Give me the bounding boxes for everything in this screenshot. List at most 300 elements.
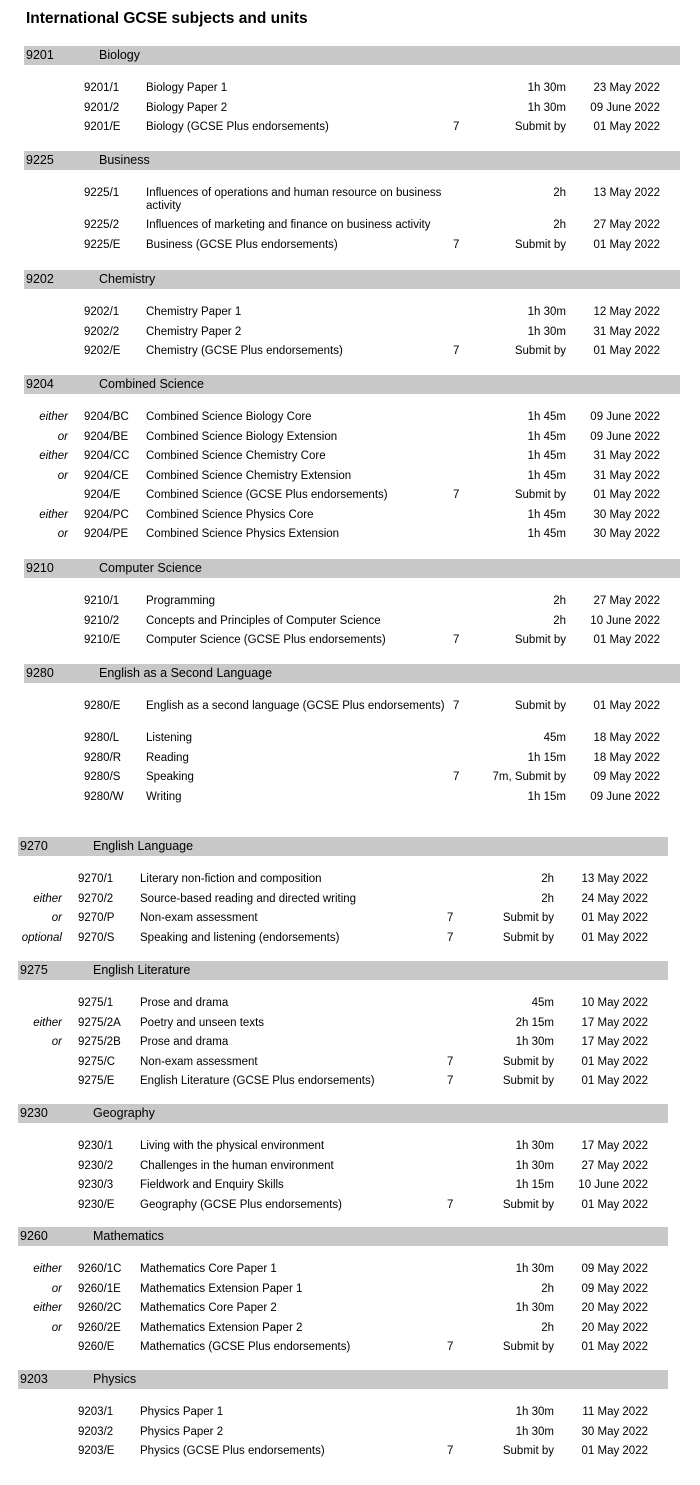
unit-date: 01 May 2022	[581, 1445, 648, 1457]
unit-title: Programming	[146, 595, 216, 607]
unit-row	[18, 1339, 668, 1359]
unit-title: Chemistry Paper 1	[146, 306, 242, 318]
unit-duration: 1h 30m	[515, 1159, 554, 1172]
unit-code: 9204/BC	[84, 411, 129, 423]
unit-code: 9270/1	[78, 873, 114, 885]
unit-code: 9270/S	[78, 931, 115, 944]
unit-date: 01 May 2022	[581, 1075, 648, 1087]
unit-duration: Submit by	[502, 1198, 554, 1211]
unit-title: Reading	[146, 751, 189, 764]
unit-row	[24, 409, 680, 429]
unit-title: Computer Science (GCSE Plus endorsements)	[146, 634, 386, 646]
unit-row	[24, 324, 680, 344]
unit-row	[18, 1034, 668, 1054]
subject-section	[18, 1104, 668, 1216]
unit-date: 17 May 2022	[581, 1036, 648, 1048]
unit-row	[24, 217, 680, 237]
unit-option-label: either	[33, 1302, 62, 1314]
unit-code: 9260/1C	[78, 1263, 122, 1275]
unit-code: 9275/1	[78, 997, 114, 1009]
unit-code: 9280/S	[84, 771, 121, 783]
unit-code: 9201/2	[84, 101, 120, 114]
unit-note: 7	[447, 1055, 454, 1068]
unit-date: 27 May 2022	[593, 219, 660, 231]
unit-note: 7	[453, 700, 460, 712]
unit-title: Source-based reading and directed writing	[140, 892, 357, 905]
unit-list	[24, 65, 680, 139]
unit-title: Prose and drama	[140, 1036, 229, 1048]
unit-code: 9260/2E	[78, 1321, 121, 1334]
subject-section	[18, 1227, 668, 1359]
unit-row	[24, 304, 680, 324]
unit-date: 10 June 2022	[578, 1179, 648, 1191]
subject-name: English Literature	[93, 963, 191, 977]
unit-date: 09 June 2022	[590, 790, 660, 803]
unit-row	[24, 468, 680, 488]
unit-date: 18 May 2022	[593, 732, 660, 744]
unit-option-label: or	[57, 528, 68, 540]
unit-title: Combined Science Biology Extension	[146, 430, 338, 443]
unit-code: 9230/3	[78, 1179, 114, 1191]
unit-note: 7	[447, 931, 454, 944]
unit-date: 18 May 2022	[593, 751, 660, 764]
unit-duration: 1h 30m	[515, 1425, 554, 1438]
unit-date: 31 May 2022	[593, 325, 660, 338]
unit-date: 11 May 2022	[582, 1406, 648, 1418]
unit-date: 09 May 2022	[593, 771, 660, 783]
unit-code: 9275/2B	[78, 1036, 121, 1048]
unit-date: 30 May 2022	[581, 1425, 648, 1438]
unit-duration: 1h 45m	[527, 430, 566, 443]
subject-name: Chemistry	[99, 272, 156, 286]
unit-code: 9204/PE	[84, 528, 129, 540]
unit-row	[18, 930, 668, 950]
unit-code: 9280/R	[84, 751, 122, 764]
unit-code: 9230/2	[78, 1159, 114, 1172]
unit-title: Fieldwork and Enquiry Skills	[140, 1179, 284, 1191]
subject-header	[18, 1104, 668, 1123]
subject-code: 9210	[26, 561, 54, 575]
subject-code: 9230	[20, 1106, 48, 1120]
unit-date: 01 May 2022	[581, 1198, 648, 1211]
subject-name: Combined Science	[99, 377, 204, 391]
unit-date: 01 May 2022	[593, 700, 660, 712]
unit-date: 09 June 2022	[590, 411, 660, 423]
unit-title: Speaking	[146, 771, 194, 783]
subject-name: Biology	[99, 48, 140, 62]
subject-code: 9225	[26, 153, 54, 167]
unit-duration: Submit by	[514, 700, 566, 712]
subject-header	[18, 1370, 668, 1389]
unit-list	[18, 1123, 668, 1216]
unit-date: 10 May 2022	[581, 997, 648, 1009]
unit-duration: 1h 30m	[527, 82, 566, 94]
subject-name: English Language	[93, 839, 194, 853]
unit-date: 01 May 2022	[593, 489, 660, 501]
unit-title: Biology (GCSE Plus endorsements)	[146, 121, 329, 133]
unit-note: 7	[453, 238, 460, 251]
unit-code: 9210/1	[84, 595, 120, 607]
unit-date: 30 May 2022	[593, 508, 660, 521]
unit-duration: 1h 30m	[515, 1302, 554, 1314]
subject-header	[24, 664, 680, 683]
unit-row	[24, 507, 680, 527]
unit-list	[24, 170, 680, 256]
unit-code: 9270/2	[78, 892, 114, 905]
unit-title: Physics Paper 1	[140, 1406, 224, 1418]
unit-date: 20 May 2022	[581, 1321, 648, 1334]
subject-section	[24, 270, 680, 363]
subject-section	[24, 151, 680, 256]
unit-note: 7	[453, 634, 460, 646]
unit-option-label: or	[51, 1036, 62, 1048]
unit-row	[24, 632, 680, 652]
unit-row	[18, 995, 668, 1015]
unit-date: 01 May 2022	[593, 345, 660, 357]
unit-title: Mathematics Extension Paper 1	[140, 1282, 303, 1295]
unit-row	[24, 526, 680, 546]
unit-row	[18, 1424, 668, 1444]
subject-header	[18, 1227, 668, 1246]
subject-header	[18, 961, 668, 980]
unit-option-label: or	[51, 1282, 62, 1295]
subject-section	[18, 961, 668, 1093]
unit-date: 23 May 2022	[593, 82, 660, 94]
unit-date: 01 May 2022	[593, 634, 660, 646]
unit-duration: 1h 30m	[527, 325, 566, 338]
unit-code: 9270/P	[78, 912, 115, 924]
unit-title: Mathematics Core Paper 1	[140, 1263, 277, 1275]
unit-title: Chemistry Paper 2	[146, 325, 242, 338]
unit-list	[24, 289, 680, 363]
unit-duration: 1h 30m	[515, 1140, 554, 1152]
unit-row	[18, 910, 668, 930]
unit-date: 09 June 2022	[590, 430, 660, 443]
unit-title: Non-exam assessment	[140, 1055, 258, 1068]
unit-row	[24, 789, 680, 809]
unit-date: 01 May 2022	[581, 912, 648, 924]
subject-code: 9280	[26, 666, 54, 680]
unit-row	[24, 80, 680, 100]
unit-row	[18, 1054, 668, 1074]
unit-duration: Submit by	[502, 912, 554, 924]
unit-duration: 2h	[541, 1282, 554, 1295]
unit-list	[24, 683, 680, 808]
unit-title: Biology Paper 1	[146, 82, 228, 94]
unit-duration: 1h 15m	[527, 751, 566, 764]
unit-duration: 1h 15m	[515, 1179, 554, 1191]
unit-code: 9260/1E	[78, 1282, 121, 1295]
unit-list	[18, 1389, 668, 1463]
unit-duration: 1h 45m	[527, 450, 566, 462]
unit-date: 10 June 2022	[590, 614, 660, 627]
unit-option-label: or	[51, 912, 62, 924]
unit-date: 27 May 2022	[581, 1159, 648, 1172]
unit-title: English Literature (GCSE Plus endorsements)	[140, 1075, 375, 1087]
unit-title: English as a second language (GCSE Plus endorsements)	[146, 700, 445, 712]
subject-name: Computer Science	[99, 561, 202, 575]
unit-duration: 1h 45m	[527, 528, 566, 540]
unit-option-label: or	[51, 1321, 62, 1334]
unit-row	[24, 185, 680, 217]
unit-title: Prose and drama	[140, 997, 229, 1009]
unit-date: 30 May 2022	[593, 528, 660, 540]
subject-section	[24, 375, 680, 546]
unit-title: Combined Science (GCSE Plus endorsements)	[146, 489, 388, 501]
unit-code: 9210/E	[84, 634, 121, 646]
unit-code: 9280/W	[84, 790, 124, 803]
unit-option-label: or	[57, 430, 68, 443]
unit-row	[18, 1177, 668, 1197]
subject-code: 9202	[26, 272, 54, 286]
unit-date: 24 May 2022	[581, 892, 648, 905]
unit-title: Physics Paper 2	[140, 1425, 224, 1438]
unit-duration: Submit by	[502, 1445, 554, 1457]
unit-duration: 1h 30m	[527, 101, 566, 114]
unit-date: 31 May 2022	[593, 450, 660, 462]
unit-row	[24, 769, 680, 789]
unit-list	[24, 394, 680, 546]
unit-code: 9204/E	[84, 489, 121, 501]
unit-title: Combined Science Physics Core	[146, 508, 314, 521]
unit-option-label: either	[33, 1016, 62, 1029]
unit-title: Geography (GCSE Plus endorsements)	[140, 1198, 342, 1211]
unit-row	[24, 698, 680, 730]
unit-note: 7	[453, 121, 460, 133]
unit-code: 9230/1	[78, 1140, 114, 1152]
unit-duration: 1h 30m	[515, 1406, 554, 1418]
subject-code: 9201	[26, 48, 54, 62]
unit-duration: 2h	[541, 1321, 554, 1334]
unit-list	[18, 980, 668, 1093]
unit-date: 17 May 2022	[581, 1016, 648, 1029]
unit-title: Chemistry (GCSE Plus endorsements)	[146, 345, 343, 357]
unit-code: 9225/2	[84, 219, 120, 231]
unit-title: Writing	[146, 790, 182, 803]
unit-title: Literary non-fiction and composition	[140, 873, 322, 885]
unit-row	[18, 1197, 668, 1217]
unit-date: 09 June 2022	[590, 101, 660, 114]
unit-duration: Submit by	[514, 121, 566, 133]
unit-code: 9202/E	[84, 345, 121, 357]
unit-row	[18, 1261, 668, 1281]
unit-duration: Submit by	[502, 1075, 554, 1087]
unit-title: Speaking and listening (endorsements)	[140, 931, 340, 944]
unit-code: 9275/2A	[78, 1016, 121, 1029]
unit-code: 9202/1	[84, 306, 120, 318]
unit-row	[24, 487, 680, 507]
subject-code: 9203	[20, 1372, 48, 1386]
unit-option-label: either	[39, 508, 68, 521]
unit-code: 9202/2	[84, 325, 120, 338]
unit-code: 9210/2	[84, 614, 120, 627]
unit-date: 13 May 2022	[581, 873, 648, 885]
unit-duration: 2h	[541, 892, 554, 905]
unit-row	[18, 1015, 668, 1035]
unit-date: 20 May 2022	[581, 1302, 648, 1314]
unit-code: 9280/E	[84, 700, 121, 712]
subject-code: 9204	[26, 377, 54, 391]
unit-title: Influences of marketing and finance on business activity	[146, 219, 431, 231]
unit-duration: 45m	[531, 997, 554, 1009]
unit-note: 7	[447, 1198, 454, 1211]
unit-title: Mathematics Extension Paper 2	[140, 1321, 303, 1334]
unit-row	[24, 750, 680, 770]
subject-code: 9260	[20, 1229, 48, 1243]
unit-option-label: or	[57, 469, 68, 482]
unit-date: 01 May 2022	[581, 931, 648, 944]
subject-name: Physics	[93, 1372, 137, 1386]
subject-header	[24, 270, 680, 289]
unit-date: 13 May 2022	[593, 187, 660, 199]
subject-section	[24, 559, 680, 652]
unit-duration: Submit by	[514, 489, 566, 501]
unit-code: 9204/CE	[84, 469, 129, 482]
unit-duration: Submit by	[514, 634, 566, 646]
unit-duration: 7m, Submit by	[492, 771, 566, 783]
subject-section	[24, 46, 680, 139]
unit-duration: 2h	[553, 187, 566, 199]
unit-duration: Submit by	[514, 238, 566, 251]
unit-note: 7	[447, 1445, 454, 1457]
unit-list	[24, 578, 680, 652]
unit-duration: 1h 45m	[527, 469, 566, 482]
unit-duration: Submit by	[502, 1055, 554, 1068]
unit-row	[24, 237, 680, 257]
unit-option-label: optional	[21, 931, 62, 944]
unit-duration: 2h	[553, 595, 566, 607]
unit-date: 27 May 2022	[593, 595, 660, 607]
unit-row	[24, 119, 680, 139]
unit-row	[18, 1404, 668, 1424]
subject-section	[18, 1370, 668, 1463]
unit-title: Concepts and Principles of Computer Science	[146, 614, 381, 627]
subject-header	[24, 46, 680, 65]
unit-date: 01 May 2022	[593, 121, 660, 133]
unit-list	[18, 856, 668, 949]
unit-title: Combined Science Biology Core	[146, 411, 312, 423]
unit-option-label: either	[39, 450, 68, 462]
unit-code: 9260/2C	[78, 1302, 122, 1314]
unit-note: 7	[453, 345, 460, 357]
unit-title: Combined Science Physics Extension	[146, 528, 340, 540]
unit-row	[24, 100, 680, 120]
unit-row	[24, 343, 680, 363]
subject-name: English as a Second Language	[99, 666, 273, 680]
unit-title: Poetry and unseen texts	[140, 1016, 265, 1029]
unit-duration: 1h 45m	[527, 508, 566, 521]
unit-row	[24, 448, 680, 468]
unit-code: 9201/E	[84, 121, 121, 133]
unit-note: 7	[447, 1341, 454, 1353]
unit-duration: 1h 30m	[515, 1263, 554, 1275]
unit-code: 9204/PC	[84, 508, 129, 521]
unit-duration: 2h	[553, 219, 566, 231]
subject-header	[24, 375, 680, 394]
unit-option-label: either	[39, 411, 68, 423]
unit-code: 9225/E	[84, 238, 121, 251]
subject-code: 9270	[20, 839, 48, 853]
unit-title: Combined Science Chemistry Core	[146, 450, 326, 462]
unit-title: Mathematics Core Paper 2	[140, 1302, 277, 1314]
subject-header	[24, 559, 680, 578]
unit-date: 09 May 2022	[581, 1282, 648, 1295]
unit-row	[18, 1320, 668, 1340]
subject-name: Geography	[93, 1106, 155, 1120]
unit-title: Combined Science Chemistry Extension	[146, 469, 352, 482]
unit-code: 9275/C	[78, 1055, 116, 1068]
page-title: International GCSE subjects and units	[26, 10, 308, 27]
unit-list	[18, 1246, 668, 1359]
unit-title: Non-exam assessment	[140, 912, 258, 924]
unit-code: 9203/2	[78, 1425, 114, 1438]
unit-row	[18, 1138, 668, 1158]
unit-date: 09 May 2022	[581, 1263, 648, 1275]
unit-date: 01 May 2022	[593, 238, 660, 251]
unit-code: 9204/CC	[84, 450, 130, 462]
unit-duration: 1h 15m	[527, 790, 566, 803]
unit-duration: 1h 30m	[527, 306, 566, 318]
subject-section	[18, 837, 668, 949]
unit-row	[24, 613, 680, 633]
unit-duration: 45m	[543, 732, 566, 744]
unit-title: Challenges in the human environment	[140, 1159, 334, 1172]
unit-option-label: either	[33, 892, 62, 905]
unit-code: 9204/BE	[84, 430, 129, 443]
unit-date: 31 May 2022	[593, 469, 660, 482]
unit-title: Listening	[146, 732, 193, 744]
unit-duration: Submit by	[502, 1341, 554, 1353]
unit-duration: 2h 15m	[515, 1016, 554, 1029]
subject-code: 9275	[20, 963, 48, 977]
unit-duration: 1h 45m	[527, 411, 566, 423]
unit-code: 9203/1	[78, 1406, 114, 1418]
unit-row	[18, 871, 668, 891]
unit-duration: 2h	[553, 614, 566, 627]
unit-note: 7	[453, 489, 460, 501]
unit-code: 9280/L	[84, 732, 120, 744]
unit-duration: 2h	[541, 873, 554, 885]
subject-header	[24, 151, 680, 170]
unit-code: 9260/E	[78, 1341, 115, 1353]
unit-title: Biology Paper 2	[146, 101, 228, 114]
unit-duration: 1h 30m	[515, 1036, 554, 1048]
unit-row	[18, 1300, 668, 1320]
subject-name: Business	[99, 153, 150, 167]
unit-code: 9203/E	[78, 1445, 115, 1457]
unit-date: 01 May 2022	[581, 1341, 648, 1353]
unit-row	[18, 1073, 668, 1093]
unit-note: 7	[447, 912, 454, 924]
unit-duration: Submit by	[514, 345, 566, 357]
unit-date: 01 May 2022	[581, 1055, 648, 1068]
subject-header	[18, 837, 668, 856]
unit-title: Business (GCSE Plus endorsements)	[146, 238, 338, 251]
unit-date: 17 May 2022	[581, 1140, 648, 1152]
subject-name: Mathematics	[93, 1229, 164, 1243]
unit-row	[24, 429, 680, 449]
unit-note: 7	[447, 1075, 454, 1087]
unit-title: Influences of operations and human resource on business activity	[146, 187, 442, 212]
unit-row	[24, 593, 680, 613]
unit-row	[18, 1443, 668, 1463]
unit-note: 7	[453, 771, 460, 783]
unit-title: Living with the physical environment	[140, 1140, 325, 1152]
unit-title: Physics (GCSE Plus endorsements)	[140, 1445, 325, 1457]
unit-row	[18, 1281, 668, 1301]
unit-duration: Submit by	[502, 931, 554, 944]
unit-title: Mathematics (GCSE Plus endorsements)	[140, 1341, 351, 1353]
